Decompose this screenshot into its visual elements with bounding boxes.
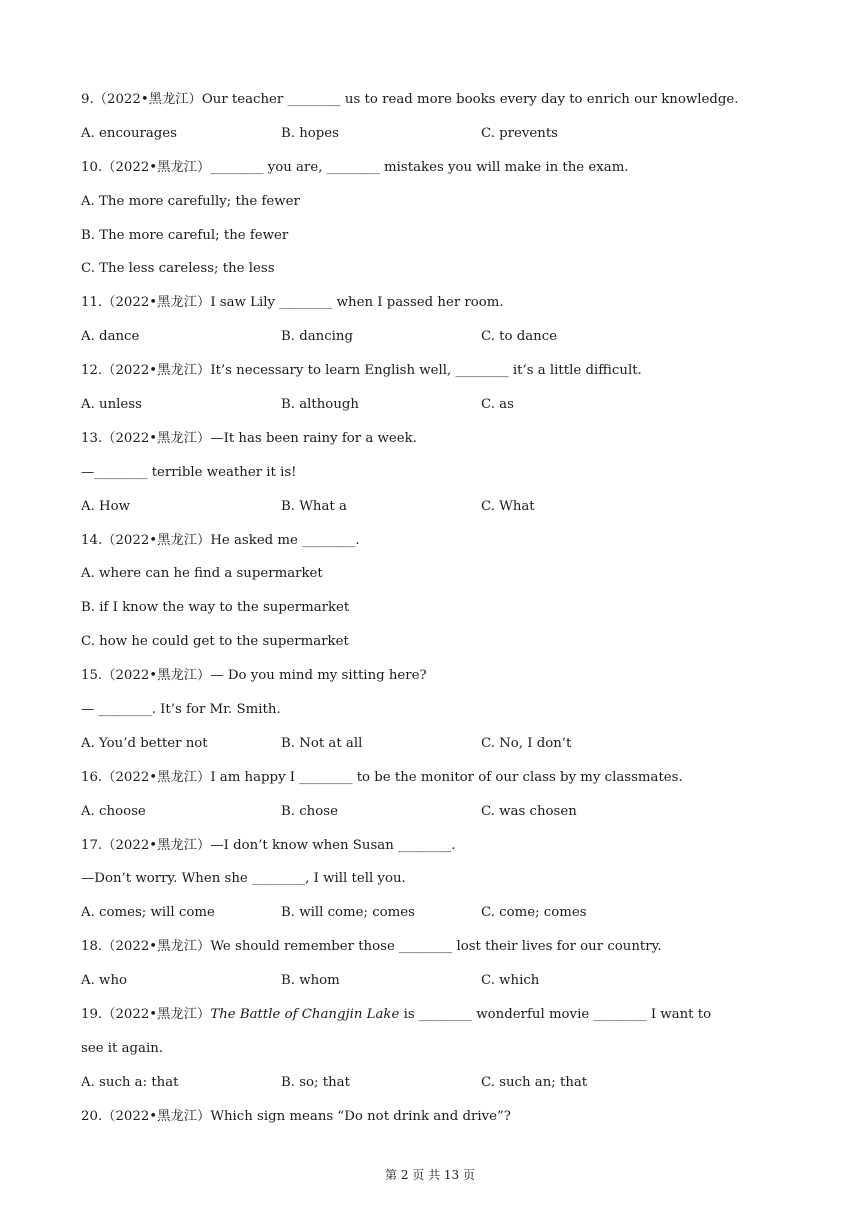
question-stem: 16.（2022•黑龙江）I am happy I ________ to be the monitor of our class by my classmates. <box>81 769 683 785</box>
options-row <box>81 901 781 935</box>
options-row <box>81 393 781 427</box>
question-stem-continued: see it again. <box>81 1040 164 1056</box>
question-stem: 12.（2022•黑龙江）It’s necessary to learn English well, ________ it’s a little difficult. <box>81 363 642 379</box>
question-list <box>81 88 781 1139</box>
options-row <box>81 969 781 1003</box>
question-stem: 14.（2022•黑龙江）He asked me ________. <box>81 532 360 548</box>
movie-title: The Battle of Changjin Lake <box>210 1007 400 1023</box>
question-number: 19.（2022•黑龙江） <box>81 1007 211 1023</box>
question-stem: 9.（2022•黑龙江）Our teacher ________ us to read more books every day to enrich our knowledge. <box>81 92 739 107</box>
option-c: C. prevents <box>481 125 559 141</box>
question-stem: 15.（2022•黑龙江）— Do you mind my sitting here? <box>81 668 427 684</box>
option-b: B. although <box>281 397 359 413</box>
question-text: is ________ wonderful movie ________ I want to <box>399 1007 712 1023</box>
options-row <box>81 1071 781 1105</box>
option-c: C. to dance <box>481 329 558 345</box>
option-c: C. which <box>481 973 540 989</box>
option-c: C. such an; that <box>481 1074 588 1090</box>
options-row <box>81 122 781 156</box>
option-line: C. how he could get to the supermarket <box>81 634 349 650</box>
option-b: B. will come; comes <box>281 905 415 921</box>
question-stem-continued: —Don’t worry. When she ________, I will tell you. <box>81 871 406 887</box>
option-a: A. unless <box>81 397 142 413</box>
question-stem: 13.（2022•黑龙江）—It has been rainy for a week. <box>81 430 417 446</box>
options-row <box>81 800 781 834</box>
option-b: B. Not at all <box>281 735 363 751</box>
option-b: B. chose <box>281 803 338 819</box>
page-footer: 第 2 页 共 13 页 <box>385 1168 475 1182</box>
option-a: A. dance <box>81 329 140 345</box>
option-b: B. so; that <box>281 1074 350 1090</box>
option-b: B. dancing <box>281 329 354 345</box>
question-stem-continued: —________ terrible weather it is! <box>81 464 297 480</box>
option-c: C. No, I don’t <box>481 735 572 751</box>
question-stem: 17.（2022•黑龙江）—I don’t know when Susan ________. <box>81 837 456 853</box>
option-c: C. was chosen <box>481 803 577 819</box>
question-stem: 20.（2022•黑龙江）Which sign means “Do not drink and drive”? <box>81 1108 511 1124</box>
option-line: A. The more carefully; the fewer <box>81 193 300 209</box>
option-line: A. where can he find a supermarket <box>81 566 323 582</box>
option-a: A. How <box>81 498 131 514</box>
options-row <box>81 732 781 766</box>
question-stem: 18.（2022•黑龙江）We should remember those ________ lost their lives for our country. <box>81 939 662 955</box>
option-b: B. hopes <box>281 125 339 141</box>
option-b: B. whom <box>281 973 340 989</box>
option-a: A. comes; will come <box>81 905 215 921</box>
option-c: C. come; comes <box>481 905 587 921</box>
option-c: C. What <box>481 498 535 514</box>
option-line: B. if I know the way to the supermarket <box>81 600 350 616</box>
option-a: A. who <box>81 973 128 989</box>
options-row <box>81 325 781 359</box>
question-stem: 11.（2022•黑龙江）I saw Lily ________ when I passed her room. <box>81 295 504 311</box>
option-b: B. What a <box>281 498 347 514</box>
option-a: A. such a: that <box>81 1074 179 1090</box>
option-c: C. as <box>481 397 514 413</box>
question-stem <box>81 1003 781 1037</box>
question-stem: 10.（2022•黑龙江）________ you are, ________ mistakes you will make in the exam. <box>81 159 629 175</box>
option-line: B. The more careful; the fewer <box>81 227 289 243</box>
option-a: A. choose <box>81 803 146 819</box>
option-a: A. You’d better not <box>81 735 208 751</box>
option-a: A. encourages <box>81 125 177 141</box>
question-stem-continued: — ________. It’s for Mr. Smith. <box>81 702 281 718</box>
options-row <box>81 495 781 529</box>
option-line: C. The less careless; the less <box>81 261 275 277</box>
